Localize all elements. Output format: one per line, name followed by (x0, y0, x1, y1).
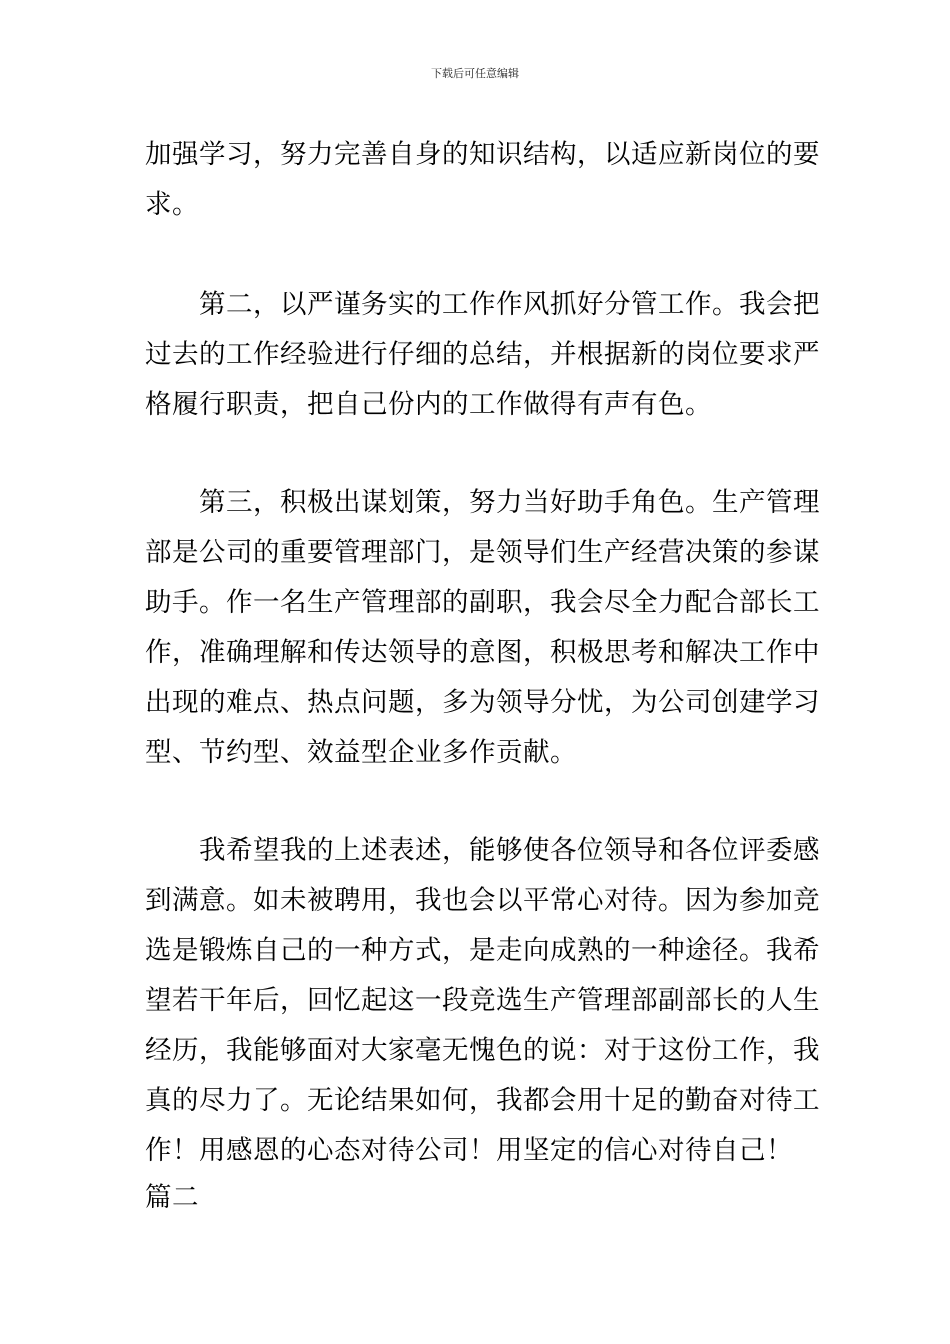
paragraph-3 (145, 478, 820, 778)
text-line: 作，准确理解和传达领导的意图，积极思考和解决工作中 (145, 637, 820, 668)
text-line: 真的尽力了。无论结果如何，我都会用十足的勤奋对待工 (145, 1085, 820, 1116)
text-line: 型、节约型、效益型企业多作贡献。 (145, 737, 577, 768)
section-title: 篇二 (145, 1182, 199, 1213)
text-line: 第三，积极出谋划策，努力当好助手角色。生产管理 (145, 487, 820, 518)
page-header: 下载后可任意编辑 (431, 67, 519, 80)
section-heading (145, 1173, 811, 1223)
text-line: 加强学习，努力完善自身的知识结构，以适应新岗位的要 (145, 139, 820, 170)
text-line: 选是锻炼自己的一种方式，是走向成熟的一种途径。我希 (145, 935, 820, 966)
text-line: 望若干年后，回忆起这一段竞选生产管理部副部长的人生 (145, 985, 820, 1016)
text-line: 作！用感恩的心态对待公司！用坚定的信心对待自己！ (145, 1135, 793, 1166)
text-line: 到满意。如未被聘用，我也会以平常心对待。因为参加竞 (145, 885, 820, 916)
paragraph-2 (145, 280, 820, 430)
text-line: 我希望我的上述表述，能够使各位领导和各位评委感 (145, 835, 820, 866)
text-line: 过去的工作经验进行仔细的总结，并根据新的岗位要求严 (145, 339, 820, 370)
paragraph-1 (145, 130, 820, 230)
text-line: 第二，以严谨务实的工作作风抓好分管工作。我会把 (145, 289, 820, 320)
text-line: 部是公司的重要管理部门，是领导们生产经营决策的参谋 (145, 537, 820, 568)
text-line: 经历，我能够面对大家毫无愧色的说：对于这份工作，我 (145, 1035, 820, 1066)
paragraph-4 (145, 826, 820, 1176)
text-line: 助手。作一名生产管理部的副职，我会尽全力配合部长工 (145, 587, 820, 618)
text-line: 格履行职责，把自己份内的工作做得有声有色。 (145, 389, 712, 420)
text-line: 求。 (145, 189, 199, 220)
text-line: 出现的难点、热点问题，多为领导分忧，为公司创建学习 (145, 687, 820, 718)
